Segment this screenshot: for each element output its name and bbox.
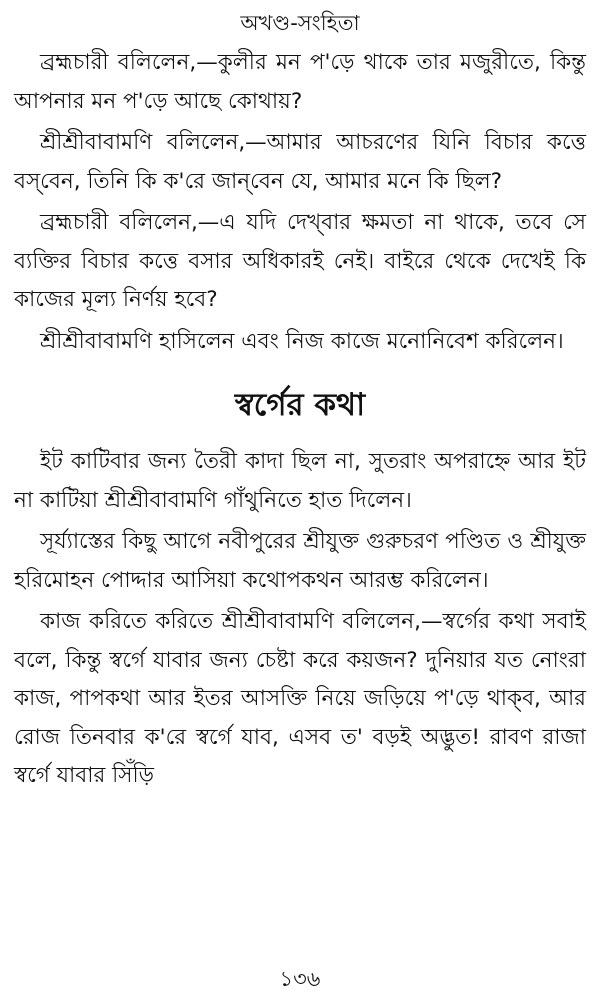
paragraph: শ্রীশ্রীবাবামণি বলিলেন,—আমার আচরণের যিনি বিচার কত্তে বস্‌বেন, তিনি কি ক'রে জান্‌বেন যে, আমার মনে কি ছিল? (14, 130, 586, 194)
section-heading: স্বর্গের কথা (234, 387, 366, 423)
section-one (14, 44, 586, 361)
page-number: ১৩৬ (279, 967, 321, 991)
paragraph: ব্রহ্মচারী বলিলেন,—কুলীর মন প'ড়ে থাকে তার মজুরীতে, কিন্তু আপনার মন প'ড়ে আছে কোথায়? (14, 50, 586, 114)
paragraph: ব্রহ্মচারী বলিলেন,—এ যদি দেখ্‌বার ক্ষমতা না থাকে, তবে সে ব্যক্তির বিচার কত্তে বসার অধিকারই নেই। বাইরে থেকে দেখেই কি কাজের মূল্য নির্ণয় হবে? (14, 210, 586, 312)
section-two (14, 443, 586, 796)
paragraph: সূর্য্যাস্তের কিছু আগে নবীপুরের শ্রীযুক্ত গুরুচরণ পণ্ডিত ও শ্রীযুক্ত হরিমোহন পোদ্দার আসিয়া কথোপকথন আরম্ভ করিলেন। (14, 529, 586, 593)
paragraph: কাজ করিতে করিতে শ্রীশ্রীবাবামণি বলিলেন,—স্বর্গের কথা সবাই বলে, কিন্তু স্বর্গে যাবার জন্য চেষ্টা করে কয়জন? দুনিয়ার যত নোংরা কাজ, পাপকথা আর ইতর আসক্তি নিয়ে জড়িয়ে প'ড়ে থাক্‌ব, আর রোজ তিনবার ক'রে স্বর্গে যাব, এসব ত' বড়ই অদ্ভুত! রাবণ রাজা স্বর্গে যাবার সিঁড়ি (14, 609, 586, 788)
paragraph: ইট কাটিবার জন্য তৈরী কাদা ছিল না, সুতরাং অপরাহ্নে আর ইট না কাটিয়া শ্রীশ্রীবাবামণি গাঁথুনিতে হাত দিলেন। (14, 449, 586, 513)
paragraph: শ্রীশ্রীবাবামণি হাসিলেন এবং নিজ কাজে মনোনিবেশ করিলেন। (40, 328, 564, 354)
running-head: অখণ্ড-সংহিতা (240, 11, 360, 35)
